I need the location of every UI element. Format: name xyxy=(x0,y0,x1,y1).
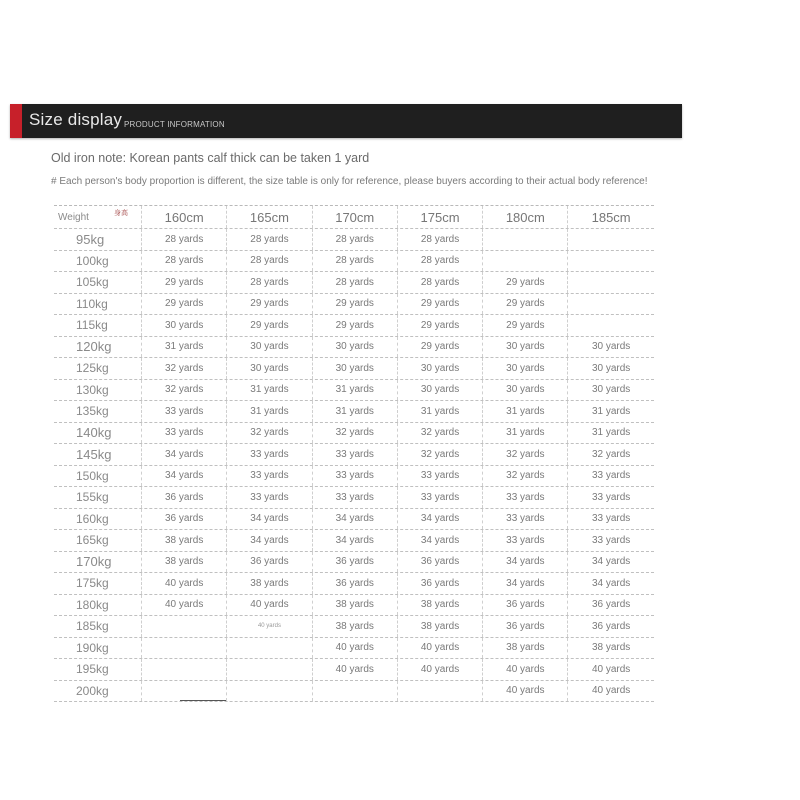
size-cell: 29 yards xyxy=(483,294,568,315)
size-cell: 31 yards xyxy=(142,337,227,358)
size-cell: 33 yards xyxy=(591,534,631,546)
weight-cell: 145kg xyxy=(54,444,142,465)
weight-cell: 120kg xyxy=(54,337,142,358)
table-row xyxy=(54,487,654,509)
size-cell: 30 yards xyxy=(313,337,398,358)
size-cell: 36 yards xyxy=(313,552,398,573)
size-cell xyxy=(142,616,227,637)
size-cell: 36 yards xyxy=(142,509,227,530)
size-cell: 38 yards xyxy=(398,595,483,616)
size-cell: 32 yards xyxy=(227,423,312,444)
size-cell: 28 yards xyxy=(398,272,483,293)
section-subtitle: PRODUCT INFORMATION xyxy=(124,120,225,129)
size-cell: 31 yards xyxy=(483,423,568,444)
size-cell: 31 yards xyxy=(591,405,631,417)
table-row xyxy=(54,616,654,638)
table-row xyxy=(54,659,654,681)
size-cell xyxy=(568,315,653,336)
size-cell xyxy=(313,681,398,702)
size-cell: 34 yards xyxy=(483,573,568,594)
size-cell xyxy=(568,294,653,315)
weight-cell: 165kg xyxy=(54,530,142,551)
size-cell: 36 yards xyxy=(142,487,227,508)
size-cell: 36 yards xyxy=(227,552,312,573)
size-cell: 38 yards xyxy=(313,595,398,616)
size-cell: 34 yards xyxy=(591,577,631,589)
weight-cell: 185kg xyxy=(54,616,142,637)
size-cell: 38 yards xyxy=(142,552,227,573)
size-cell: 29 yards xyxy=(227,294,312,315)
table-row xyxy=(54,530,654,552)
table-row xyxy=(54,444,654,466)
size-cell: 40 yards xyxy=(591,685,631,697)
table-row xyxy=(54,337,654,359)
size-cell: 34 yards xyxy=(591,556,631,568)
weight-cell: 175kg xyxy=(54,573,142,594)
weight-cell: 155kg xyxy=(54,487,142,508)
size-cell: 40 yards xyxy=(483,681,568,702)
size-cell: 32 yards xyxy=(483,466,568,487)
size-cell: 28 yards xyxy=(227,229,312,250)
size-cell: 40 yards xyxy=(142,573,227,594)
size-cell xyxy=(227,659,312,680)
size-cell: 30 yards xyxy=(483,380,568,401)
size-cell: 34 yards xyxy=(398,530,483,551)
table-row xyxy=(54,638,654,660)
table-row xyxy=(54,294,654,316)
weight-cell: 130kg xyxy=(54,380,142,401)
size-table xyxy=(54,205,654,702)
section-header-bar xyxy=(10,104,682,138)
size-cell: 36 yards xyxy=(591,620,631,632)
size-cell: 32 yards xyxy=(313,423,398,444)
size-cell: 34 yards xyxy=(142,466,227,487)
size-cell: 34 yards xyxy=(313,509,398,530)
size-cell: 31 yards xyxy=(227,380,312,401)
size-cell: 28 yards xyxy=(227,272,312,293)
size-cell: 30 yards xyxy=(591,362,631,374)
height-header: 170cm xyxy=(313,206,398,228)
height-header: 160cm xyxy=(142,206,227,228)
size-cell: 32 yards xyxy=(483,444,568,465)
size-cell: 34 yards xyxy=(227,509,312,530)
size-cell: 40 yards xyxy=(591,663,631,675)
size-cell xyxy=(142,659,227,680)
size-cell: 36 yards xyxy=(483,616,568,637)
height-header: 180cm xyxy=(483,206,568,228)
size-cell: 34 yards xyxy=(313,530,398,551)
size-cell: 33 yards xyxy=(227,487,312,508)
size-cell: 34 yards xyxy=(398,509,483,530)
size-cell: 38 yards xyxy=(313,616,398,637)
weight-cell: 110kg xyxy=(54,294,142,315)
size-cell: 33 yards xyxy=(591,470,631,482)
size-cell xyxy=(398,681,483,702)
size-cell: 33 yards xyxy=(313,466,398,487)
size-cell: 29 yards xyxy=(483,272,568,293)
size-cell xyxy=(568,251,653,272)
size-cell xyxy=(483,229,568,250)
weight-cell: 140kg xyxy=(54,423,142,444)
size-cell: 28 yards xyxy=(313,251,398,272)
size-cell: 33 yards xyxy=(142,401,227,422)
size-cell: 40 yards xyxy=(483,659,568,680)
size-cell: 33 yards xyxy=(483,530,568,551)
weight-cell: 105kg xyxy=(54,272,142,293)
weight-cell: 170kg xyxy=(54,552,142,573)
size-cell: 33 yards xyxy=(483,487,568,508)
header-accent-stripe xyxy=(10,104,22,138)
table-row xyxy=(54,315,654,337)
size-cell: 38 yards xyxy=(227,573,312,594)
size-cell: 36 yards xyxy=(398,552,483,573)
section-title: Size display xyxy=(29,110,123,129)
size-cell: 33 yards xyxy=(398,466,483,487)
size-cell: 32 yards xyxy=(142,358,227,379)
size-cell: 30 yards xyxy=(142,315,227,336)
weight-cell: 190kg xyxy=(54,638,142,659)
size-cell: 29 yards xyxy=(313,315,398,336)
size-cell: 33 yards xyxy=(313,487,398,508)
size-cell: 29 yards xyxy=(142,272,227,293)
weight-cell: 115kg xyxy=(54,315,142,336)
weight-cell: 200kg xyxy=(54,681,142,702)
table-row xyxy=(54,272,654,294)
size-cell: 28 yards xyxy=(142,251,227,272)
size-cell: 38 yards xyxy=(142,530,227,551)
size-cell: 32 yards xyxy=(591,448,631,460)
size-cell: 28 yards xyxy=(398,229,483,250)
table-row xyxy=(54,380,654,402)
size-cell xyxy=(142,681,227,702)
size-cell: 40 yards xyxy=(227,595,312,616)
size-cell: 31 yards xyxy=(591,427,631,439)
size-cell: 33 yards xyxy=(313,444,398,465)
size-cell: 30 yards xyxy=(483,337,568,358)
size-cell: 38 yards xyxy=(398,616,483,637)
size-cell: 33 yards xyxy=(142,423,227,444)
size-cell: 38 yards xyxy=(591,642,631,654)
table-header-row xyxy=(54,206,654,229)
size-cell: 29 yards xyxy=(398,337,483,358)
weight-cell: 135kg xyxy=(54,401,142,422)
size-cell: 28 yards xyxy=(142,229,227,250)
weight-cell: 150kg xyxy=(54,466,142,487)
size-cell: 31 yards xyxy=(483,401,568,422)
size-cell: 29 yards xyxy=(398,315,483,336)
size-cell: 36 yards xyxy=(483,595,568,616)
size-cell: 34 yards xyxy=(483,552,568,573)
size-cell xyxy=(568,229,653,250)
size-cell: 40 yards xyxy=(398,638,483,659)
table-row xyxy=(54,573,654,595)
size-cell: 30 yards xyxy=(227,358,312,379)
table-row xyxy=(54,401,654,423)
table-row xyxy=(54,509,654,531)
table-row xyxy=(54,358,654,380)
size-cell: 29 yards xyxy=(483,315,568,336)
size-cell: 40 yards xyxy=(398,659,483,680)
size-cell: 29 yards xyxy=(227,315,312,336)
size-cell xyxy=(227,681,312,702)
weight-cell: 100kg xyxy=(54,251,142,272)
size-cell: 29 yards xyxy=(313,294,398,315)
height-header: 165cm xyxy=(227,206,312,228)
weight-cell: 125kg xyxy=(54,358,142,379)
size-cell: 32 yards xyxy=(142,380,227,401)
size-cell: 33 yards xyxy=(591,513,631,525)
size-cell xyxy=(483,251,568,272)
table-row xyxy=(54,229,654,251)
size-cell: 30 yards xyxy=(483,358,568,379)
table-row xyxy=(54,423,654,445)
divider-line xyxy=(180,700,226,701)
table-row xyxy=(54,251,654,273)
size-cell: 40 yards xyxy=(313,659,398,680)
weight-cell: 195kg xyxy=(54,659,142,680)
size-cell xyxy=(142,638,227,659)
weight-cell: 180kg xyxy=(54,595,142,616)
size-cell: 33 yards xyxy=(591,491,631,503)
size-cell: 29 yards xyxy=(142,294,227,315)
size-cell xyxy=(568,272,653,293)
size-cell: 28 yards xyxy=(313,272,398,293)
size-cell xyxy=(227,638,312,659)
height-header: 175cm xyxy=(398,206,483,228)
size-cell: 30 yards xyxy=(313,358,398,379)
weight-column-label: Weight xyxy=(58,211,89,223)
size-cell: 34 yards xyxy=(227,530,312,551)
size-cell: 31 yards xyxy=(398,401,483,422)
size-cell: 32 yards xyxy=(398,423,483,444)
table-row xyxy=(54,466,654,488)
size-cell: 28 yards xyxy=(227,251,312,272)
size-cell: 28 yards xyxy=(398,251,483,272)
size-cell: 30 yards xyxy=(398,380,483,401)
size-cell: 31 yards xyxy=(313,380,398,401)
fit-note: Old iron note: Korean pants calf thick can be taken 1 yard xyxy=(51,151,370,165)
size-cell: 30 yards xyxy=(227,337,312,358)
size-cell: 33 yards xyxy=(227,444,312,465)
height-header: 185cm xyxy=(591,209,631,225)
size-cell: 40 yards xyxy=(142,595,227,616)
size-cell: 33 yards xyxy=(483,509,568,530)
size-cell: 34 yards xyxy=(142,444,227,465)
size-cell: 40 yards xyxy=(227,616,312,637)
size-cell: 40 yards xyxy=(313,638,398,659)
size-cell: 30 yards xyxy=(591,384,631,396)
weight-cell: 160kg xyxy=(54,509,142,530)
size-cell: 33 yards xyxy=(398,487,483,508)
size-cell: 31 yards xyxy=(227,401,312,422)
size-cell: 28 yards xyxy=(313,229,398,250)
size-disclaimer: # Each person's body proportion is different, the size table is only for reference, please buyers according to their actual body reference! xyxy=(51,176,648,187)
size-cell: 29 yards xyxy=(398,294,483,315)
size-cell: 36 yards xyxy=(313,573,398,594)
size-cell: 38 yards xyxy=(483,638,568,659)
size-cell: 36 yards xyxy=(398,573,483,594)
size-cell: 30 yards xyxy=(398,358,483,379)
size-cell: 31 yards xyxy=(313,401,398,422)
table-body xyxy=(54,229,654,702)
size-cell: 32 yards xyxy=(398,444,483,465)
height-column-mark: 身高 xyxy=(114,210,128,217)
size-cell: 33 yards xyxy=(227,466,312,487)
weight-cell: 95kg xyxy=(54,229,142,250)
size-cell: 30 yards xyxy=(591,341,631,353)
size-cell: 36 yards xyxy=(591,599,631,611)
table-row xyxy=(54,595,654,617)
table-row xyxy=(54,681,654,703)
corner-cell xyxy=(54,206,142,228)
table-row xyxy=(54,552,654,574)
